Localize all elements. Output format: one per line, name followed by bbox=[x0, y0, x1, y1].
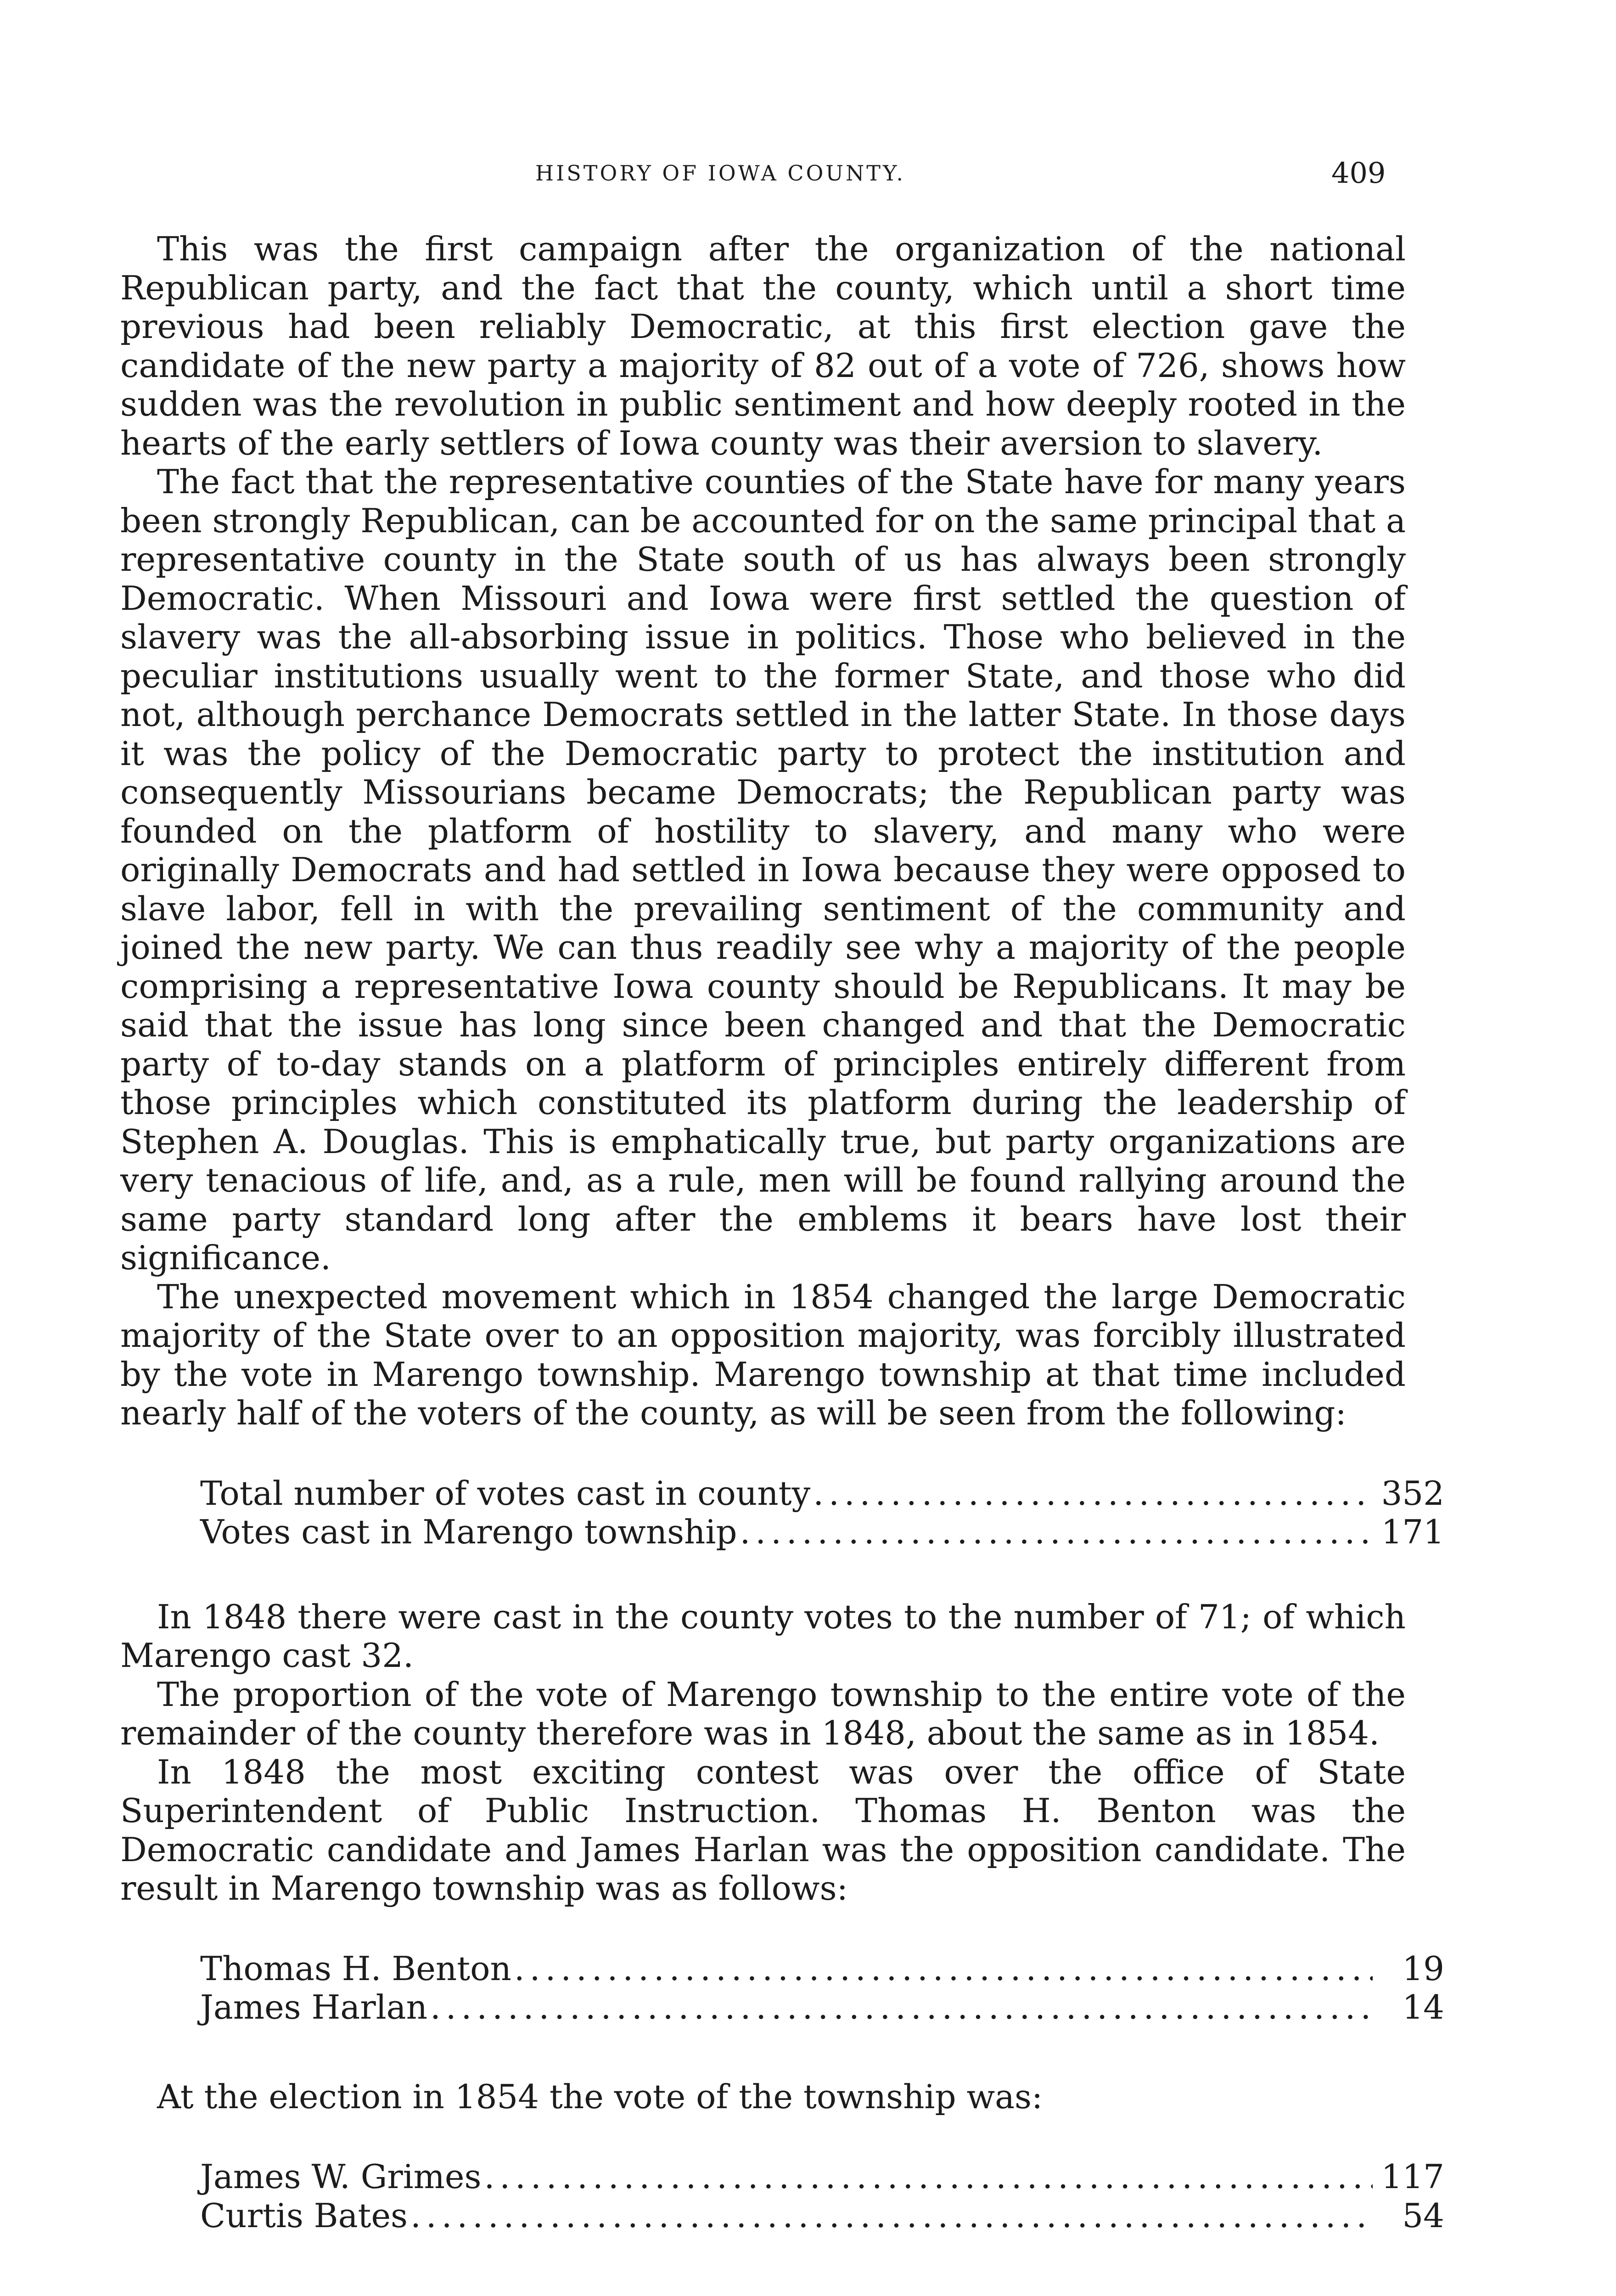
tally-label: Total number of votes cast in county bbox=[200, 1474, 811, 1513]
tally-value: 14 bbox=[1402, 1988, 1444, 2026]
leader-dots bbox=[484, 2157, 1373, 2196]
tally-row bbox=[200, 1474, 1444, 1513]
page-number: 409 bbox=[1331, 156, 1386, 190]
election-1854-table bbox=[200, 2157, 1444, 2235]
tally-row bbox=[200, 1988, 1444, 2027]
paragraph-1848-votes: In 1848 there were cast in the county votes to the number of 71; of which Marengo cast 32. bbox=[120, 1597, 1406, 1675]
tally-label: Thomas H. Benton bbox=[200, 1949, 511, 1988]
leader-dots bbox=[813, 1474, 1373, 1513]
spacer bbox=[120, 1552, 1406, 1598]
running-head: HISTORY OF IOWA COUNTY. bbox=[535, 161, 906, 186]
tally-value: 352 bbox=[1381, 1474, 1444, 1513]
leader-dots bbox=[430, 1988, 1373, 2027]
paragraph-superintendent-contest: In 1848 the most exciting contest was over the office of State Superintendent of Public Instruction. Thomas H. Benton was the Democratic candidate and James Harlan was the opposition candidate. The result in Marengo township was as follows: bbox=[120, 1752, 1406, 1908]
tally-value: 117 bbox=[1381, 2157, 1444, 2196]
body-text bbox=[120, 230, 1444, 2235]
paragraph-representative-counties: The fact that the representative counties of the State have for many years been strongly Republican, can be accounted for on the same principal that a representative county in the State south of us has always been strongly Democratic. When Missouri and Iowa were first settled the question of slavery was the all-absorbing issue in politics. Those who believed in the peculiar institutions usually went to the former State, and those who did not, although perchance Democrats settled in the latter State. In those days it was the policy of the Democratic party to protect the institution and consequently Missourians became Democrats; the Republican party was founded on the platform of hostility to slavery, and many who were originally Democrats and had settled in Iowa because they were opposed to slave labor, fell in with the prevailing sentiment of the community and joined the new party. We can thus readily see why a majority of the people comprising a representative Iowa county should be Republicans. It may be said that the issue has long since been changed and that the Democratic party of to-day stands on a platform of principles entirely different from those principles which constituted its platform during the leadership of Stephen A. Douglas. This is emphatically true, but party organizations are very tenacious of life, and, as a rule, men will be found rallying around the same party standard long after the emblems it bears have lost their significance. bbox=[120, 462, 1406, 1277]
tally-row bbox=[200, 1949, 1444, 1988]
spacer bbox=[120, 1433, 1406, 1474]
paragraph-1854-election: At the election in 1854 the vote of the township was: bbox=[157, 2077, 1043, 2116]
paragraph-proportion: The proportion of the vote of Marengo township to the entire vote of the remainder of the county therefore was in 1848, about the same as in 1854. bbox=[120, 1675, 1406, 1752]
tally-value: 171 bbox=[1381, 1513, 1444, 1551]
tally-label: Curtis Bates bbox=[200, 2196, 408, 2235]
tally-value: 19 bbox=[1402, 1949, 1444, 1988]
tally-row bbox=[200, 2157, 1444, 2196]
leader-dots bbox=[514, 1949, 1373, 1988]
spacer bbox=[120, 1908, 1406, 1949]
tally-label: James W. Grimes bbox=[200, 2157, 482, 2196]
tally-row bbox=[200, 2196, 1444, 2235]
tally-value: 54 bbox=[1402, 2196, 1444, 2235]
tally-label: James Harlan bbox=[200, 1988, 427, 2026]
paragraph-1854-movement: The unexpected movement which in 1854 changed the large Democratic majority of the State over to an opposition majority, was forcibly illustrated by the vote in Marengo township. Marengo township at that time included nearly half of the voters of the county, as will be seen from the following: bbox=[120, 1277, 1406, 1432]
tally-label: Votes cast in Marengo township bbox=[200, 1513, 737, 1551]
votes-1854-table bbox=[200, 1474, 1444, 1552]
paragraph-first-campaign: This was the first campaign after the organization of the national Republican party, and the fact that the county, which until a short time previous had been reliably Democratic, at this first election gave the candidate of the new party a majority of 82 out of a vote of 726, shows how sudden was the revolution in public sentiment and how deeply rooted in the hearts of the early settlers of Iowa county was their aversion to slavery. bbox=[120, 230, 1406, 462]
leader-dots bbox=[410, 2196, 1373, 2235]
tally-row bbox=[200, 1513, 1444, 1552]
spacer bbox=[120, 2116, 1406, 2157]
superintendent-1848-table bbox=[200, 1949, 1444, 2027]
leader-dots bbox=[740, 1513, 1373, 1552]
spacer bbox=[120, 2027, 1406, 2077]
